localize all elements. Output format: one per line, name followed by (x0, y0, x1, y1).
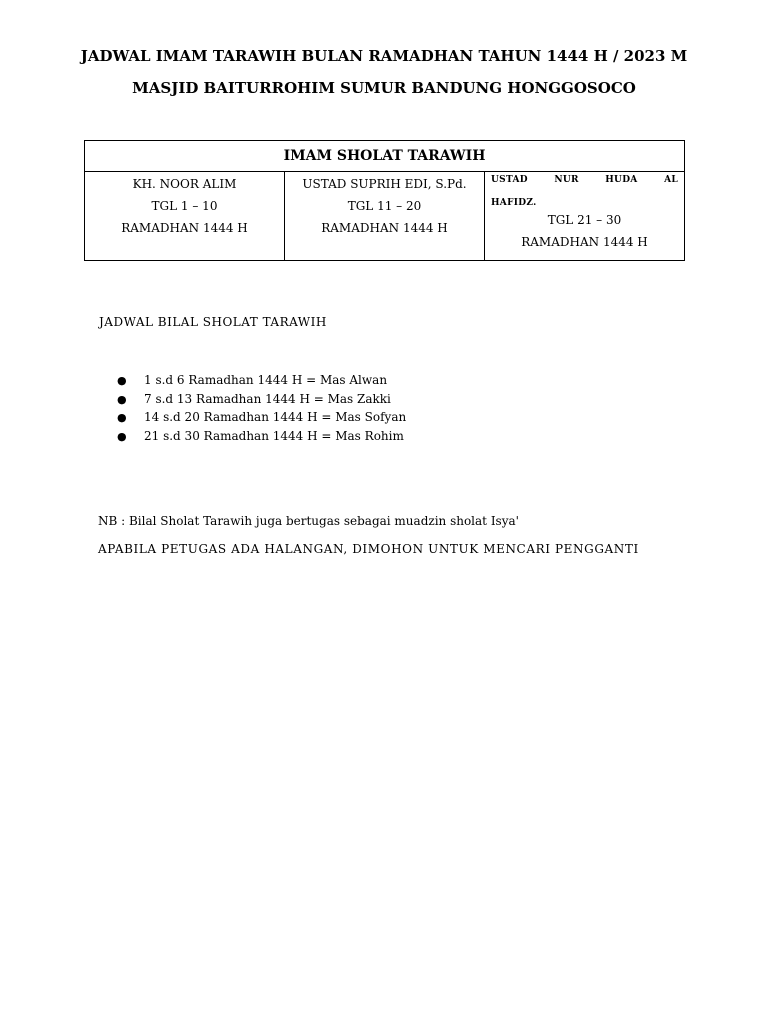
imam-name: USTAD SUPRIH EDI, S.Pd. (302, 177, 467, 191)
list-item (117, 427, 406, 446)
bilal-list (117, 371, 406, 445)
list-item-text: 14 s.d 20 Ramadhan 1444 H = Mas Sofyan (144, 410, 407, 424)
list-item (117, 371, 406, 390)
list-item (117, 390, 406, 409)
list-item-text: 1 s.d 6 Ramadhan 1444 H = Mas Alwan (144, 373, 388, 387)
imam-month: RAMADHAN 1444 H (121, 221, 248, 235)
imam-dates: TGL 21 – 30 (547, 213, 622, 227)
imam-cell-3 (485, 172, 685, 261)
imam-name: KH. NOOR ALIM (132, 177, 237, 191)
imam-cell-1 (85, 172, 285, 261)
imam-name (485, 172, 684, 186)
imam-name-word: NUR (554, 175, 579, 185)
list-item-text: 21 s.d 30 Ramadhan 1444 H = Mas Rohim (144, 428, 404, 443)
imam-name-continued: HAFIDZ. (491, 198, 537, 208)
imam-dates: TGL 11 – 20 (347, 199, 422, 213)
bullet-icon: ● (117, 411, 127, 424)
bullet-icon: ● (117, 392, 127, 406)
imam-dates: TGL 1 – 10 (151, 199, 218, 213)
imam-name-word: AL (664, 175, 678, 185)
imam-month: RAMADHAN 1444 H (521, 235, 648, 249)
note-text: NB : Bilal Sholat Tarawih juga bertugas sebagai muadzin sholat Isya' (98, 514, 519, 528)
bullet-icon: ● (117, 374, 127, 387)
bilal-heading: JADWAL BILAL SHOLAT TARAWIH (99, 315, 327, 329)
document-subtitle: MASJID BAITURROHIM SUMUR BANDUNG HONGGOSOCO (132, 79, 636, 97)
imam-name-word: HUDA (605, 175, 638, 185)
document-title: JADWAL IMAM TARAWIH BULAN RAMADHAN TAHUN 1444 H / 2023 M (80, 47, 688, 65)
notice-text: APABILA PETUGAS ADA HALANGAN, DIMOHON UNTUK MENCARI PENGGANTI (98, 542, 639, 556)
table-header: IMAM SHOLAT TARAWIH (85, 141, 685, 172)
imam-schedule-table (84, 140, 685, 261)
table-row (85, 172, 685, 261)
bullet-icon: ● (117, 429, 127, 443)
list-item (117, 408, 406, 427)
imam-month: RAMADHAN 1444 H (321, 221, 448, 235)
imam-cell-2 (285, 172, 485, 261)
list-item-text: 7 s.d 13 Ramadhan 1444 H = Mas Zakki (144, 391, 391, 406)
table-header-row (85, 141, 685, 172)
imam-name-word: USTAD (491, 175, 528, 185)
